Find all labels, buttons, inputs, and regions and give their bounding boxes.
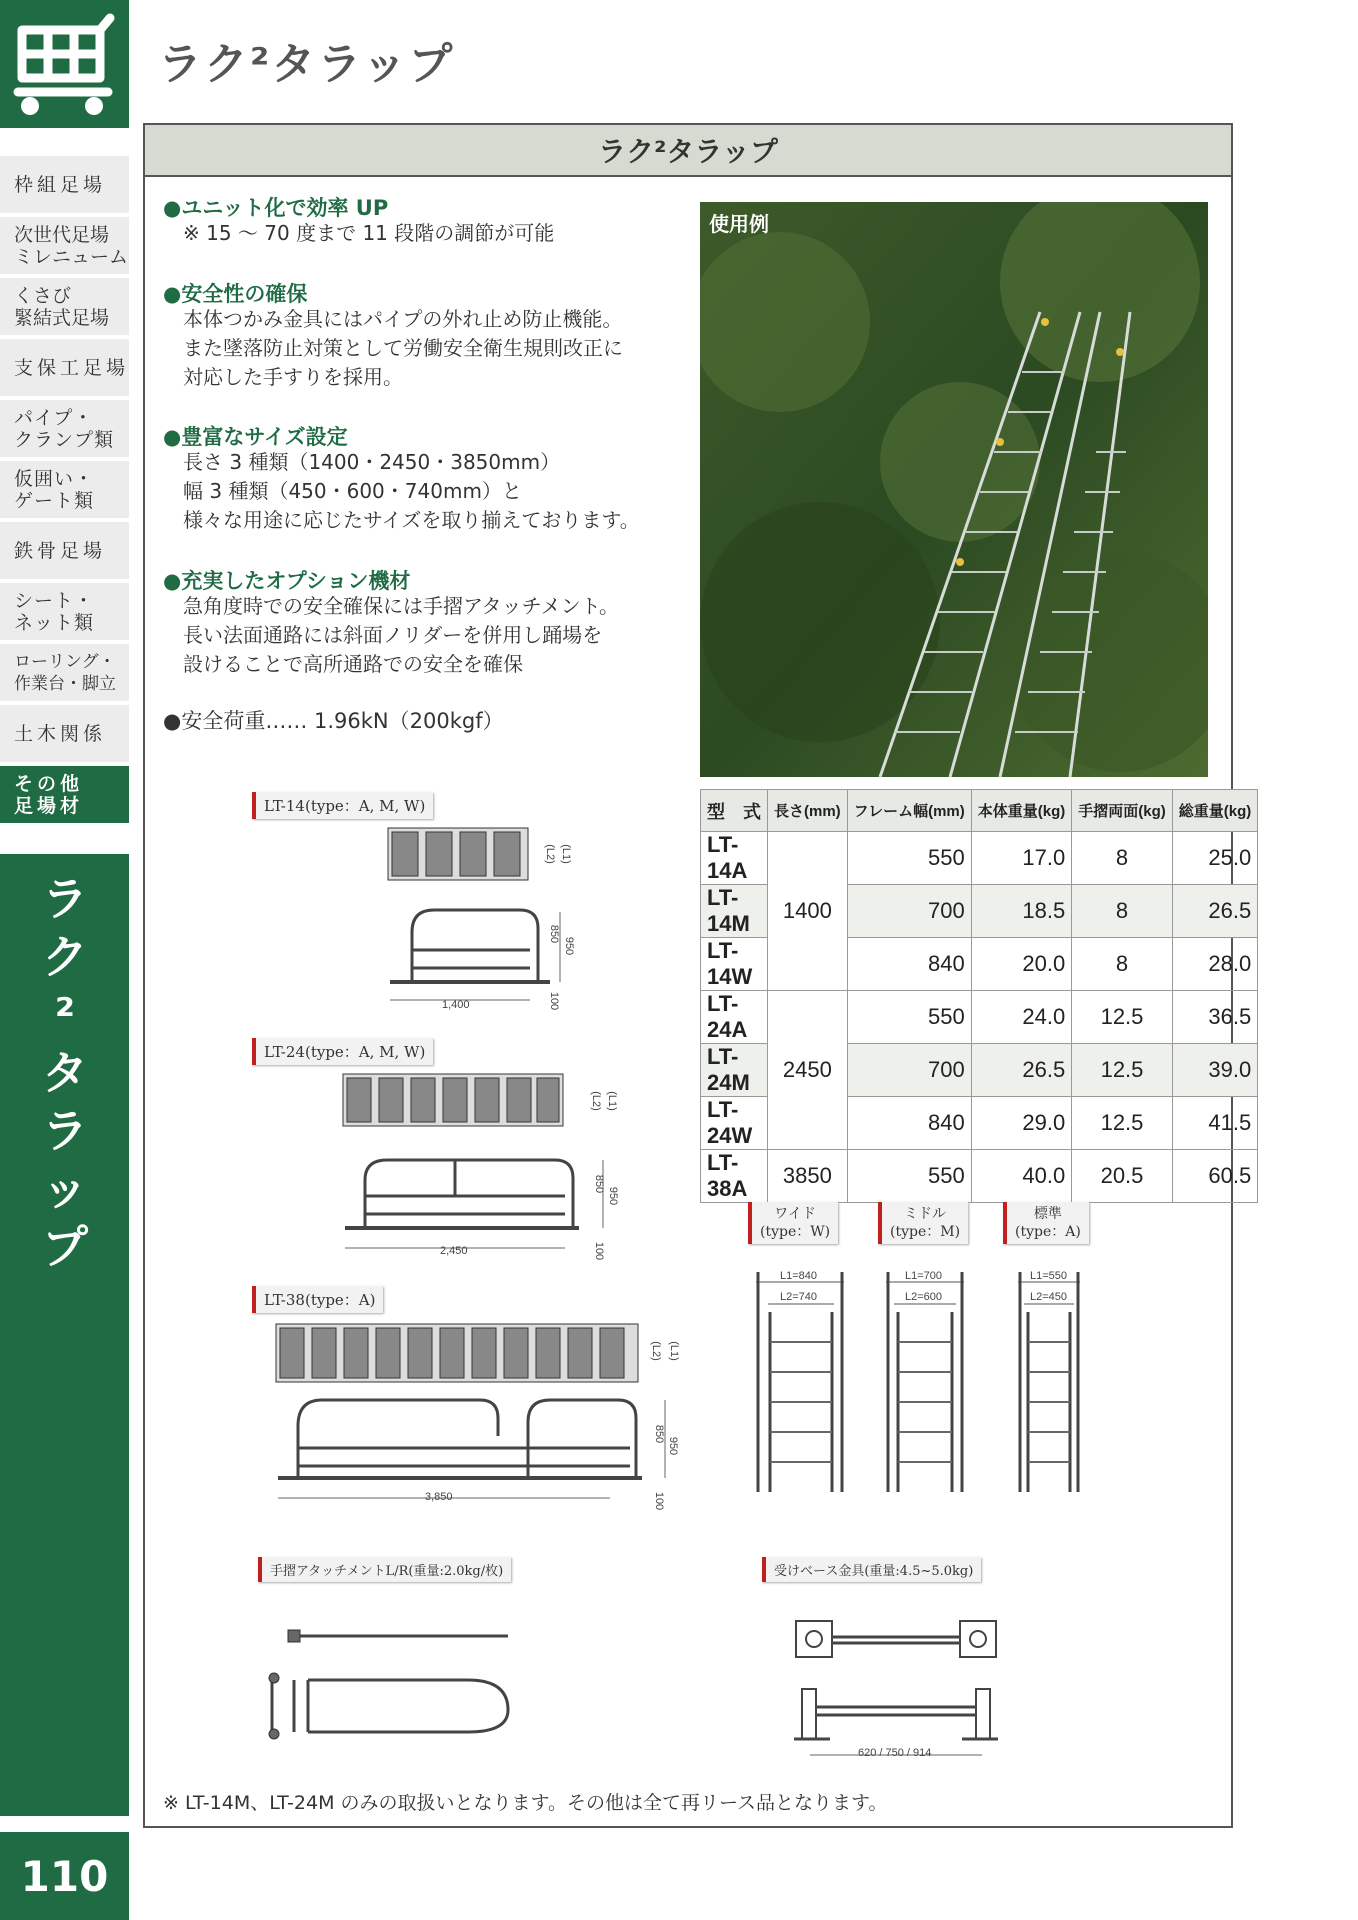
cell-width: 700: [847, 1044, 971, 1097]
nav-item-other[interactable]: その他 足場材: [0, 766, 129, 823]
wide-l2: L2=740: [780, 1291, 818, 1303]
feature-body: ※ 15 〜 70 度まで 11 段階の調節が可能: [183, 221, 555, 245]
footnote: ※ LT-14M、LT-24M のみの取扱いとなります。その他は全て再リース品となります。: [163, 1792, 888, 1814]
cell-body: 29.0: [971, 1097, 1072, 1150]
type-tag-middle: ミドル (type：M): [878, 1202, 968, 1244]
lt14-length: 1,400: [442, 999, 470, 1011]
lt24-h1: 850: [593, 1174, 606, 1194]
page-number: 110: [0, 1832, 129, 1920]
cell-rail: 12.5: [1072, 1044, 1173, 1097]
cell-rail: 8: [1072, 885, 1173, 938]
lt24-l1: (L1): [605, 1091, 618, 1111]
nav-item-wedge-scaffold[interactable]: くさび 緊結式足場: [0, 278, 129, 335]
nav-item-shoring[interactable]: 支保工足場: [0, 339, 129, 396]
usage-photo: [700, 202, 1208, 777]
col-body-weight: 本体重量(kg): [971, 790, 1072, 832]
cell-body: 17.0: [971, 832, 1072, 885]
cell-model: LT-38A: [701, 1150, 768, 1203]
cell-width: 550: [847, 991, 971, 1044]
lt24-h3: 100: [593, 1241, 606, 1261]
cell-body: 24.0: [971, 991, 1072, 1044]
cell-body: 18.5: [971, 885, 1072, 938]
lt38-h1: 850: [653, 1424, 666, 1444]
cell-rail: 20.5: [1072, 1150, 1173, 1203]
cell-model: LT-24W: [701, 1097, 768, 1150]
cell-model: LT-24A: [701, 991, 768, 1044]
cell-total: 25.0: [1172, 832, 1258, 885]
type-tag-wide: ワイド (type：W): [748, 1202, 838, 1244]
cart-logo: [0, 0, 129, 128]
cell-body: 20.0: [971, 938, 1072, 991]
cell-width: 550: [847, 1150, 971, 1203]
cell-model: LT-14W: [701, 938, 768, 991]
cell-model: LT-24M: [701, 1044, 768, 1097]
cell-width: 700: [847, 885, 971, 938]
lt24-h2: 950: [607, 1186, 620, 1206]
feature-heading: ●充実したオプション機材: [163, 569, 411, 593]
nav-item-pipe-clamp[interactable]: パイプ・ クランプ類: [0, 400, 129, 457]
table-row: [701, 1150, 1258, 1203]
cell-rail: 12.5: [1072, 1097, 1173, 1150]
cell-width: 840: [847, 1097, 971, 1150]
col-length: 長さ(mm): [768, 790, 848, 832]
lt38-length: 3,850: [425, 1491, 453, 1503]
feature-body: 長さ 3 種類（1400・2450・3850mm） 幅 3 種類（450・600・740mm）と 様々な用途に応じたサイズを取り揃えております。: [183, 450, 640, 532]
base-dim: 620 / 750 / 914: [858, 1747, 932, 1759]
nav-item-sheet-net[interactable]: シート・ ネット類: [0, 583, 129, 640]
lt38-h3: 100: [653, 1491, 666, 1511]
nav-item-millennium[interactable]: 次世代足場 ミレニューム: [0, 217, 129, 274]
cell-body: 40.0: [971, 1150, 1072, 1203]
lt14-h2: 950: [563, 936, 576, 956]
lt14-h3: 100: [548, 991, 561, 1011]
cell-rail: 12.5: [1072, 991, 1173, 1044]
middle-l1: L1=700: [905, 1270, 943, 1282]
base-fitting-drawing: [790, 1615, 1010, 1765]
col-model: 型 式: [701, 790, 768, 832]
col-frame-width: フレーム幅(mm): [847, 790, 971, 832]
col-rail-weight: 手摺両面(kg): [1072, 790, 1173, 832]
middle-l2: L2=600: [905, 1291, 943, 1303]
cell-rail: 8: [1072, 938, 1173, 991]
cell-length: 3850: [768, 1150, 848, 1203]
lt14-l2: (L2): [543, 844, 556, 864]
ladder-width-drawings: [748, 1262, 1088, 1502]
page-title: ラク²タラップ: [158, 39, 455, 90]
cell-total: 28.0: [1172, 938, 1258, 991]
current-section-label: ラク²タラップ: [42, 872, 88, 1274]
drawing-tag-base: 受けベース金具(重量:4.5~5.0kg): [762, 1557, 981, 1582]
feature-heading: ●豊富なサイズ設定: [163, 425, 348, 449]
drawing-tag-attachment: 手摺アタッチメントL/R(重量:2.0kg/枚): [258, 1557, 511, 1582]
type-tag-standard: 標準 (type：A): [1003, 1202, 1089, 1244]
spec-table: [700, 789, 1258, 1203]
nav-item-steel-scaffold[interactable]: 鉄骨足場: [0, 522, 129, 579]
lt24-l2: (L2): [589, 1091, 602, 1111]
col-total-weight: 総重量(kg): [1172, 790, 1258, 832]
nav-item-hoarding-gate[interactable]: 仮囲い・ ゲート類: [0, 461, 129, 518]
drawing-tag-lt38: LT-38(type：A): [252, 1286, 383, 1313]
table-header-row: [701, 790, 1258, 832]
box-title: ラク²タラップ: [145, 125, 1231, 177]
lt14-h1: 850: [548, 924, 561, 944]
cell-total: 26.5: [1172, 885, 1258, 938]
lt38-l2: (L2): [649, 1341, 662, 1361]
nav-item-frame-scaffold[interactable]: 枠組足場: [0, 156, 129, 213]
cell-width: 550: [847, 832, 971, 885]
lt24-length: 2,450: [440, 1245, 468, 1257]
feature-heading: ●安全性の確保: [163, 282, 308, 306]
feature-body: 本体つかみ金具にはパイプの外れ止め防止機能。 また墜落防止対策として労働安全衛生規則改正に 対応した手すりを採用。: [183, 307, 623, 389]
feature-heading: ●ユニット化で効率 UP: [163, 196, 389, 220]
cell-body: 26.5: [971, 1044, 1072, 1097]
safe-load: ●安全荷重…… 1.96kN（200kgf）: [163, 709, 504, 733]
standard-l1: L1=550: [1030, 1270, 1068, 1282]
feature-body: 急角度時での安全確保には手摺アタッチメント。 長い法面通路には斜面ノリダーを併用し踊場を 設けることで高所通路での安全を確保: [183, 594, 619, 676]
wide-l1: L1=840: [780, 1270, 818, 1282]
cell-length: 1400: [768, 832, 848, 991]
cell-model: LT-14A: [701, 832, 768, 885]
photo-label: 使用例: [709, 212, 769, 236]
nav-item-rolling[interactable]: ローリング・ 作業台・脚立: [0, 644, 129, 701]
cell-total: 36.5: [1172, 991, 1258, 1044]
cell-model: LT-14M: [701, 885, 768, 938]
drawing-tag-lt24: LT-24(type：A, M, W): [252, 1038, 433, 1065]
lt14-l1: (L1): [559, 844, 572, 864]
nav-item-civil[interactable]: 土木関係: [0, 705, 129, 762]
cart-icon: [0, 0, 129, 128]
table-row: [701, 832, 1258, 885]
drawing-tag-lt14: LT-14(type：A, M, W): [252, 792, 433, 819]
lt38-drawing: [270, 1318, 690, 1518]
cell-total: 60.5: [1172, 1150, 1258, 1203]
cell-width: 840: [847, 938, 971, 991]
attachment-drawing: [258, 1620, 518, 1740]
lt38-l1: (L1): [667, 1341, 680, 1361]
cell-length: 2450: [768, 991, 848, 1150]
cell-rail: 8: [1072, 832, 1173, 885]
cell-total: 39.0: [1172, 1044, 1258, 1097]
standard-l2: L2=450: [1030, 1291, 1068, 1303]
cell-total: 41.5: [1172, 1097, 1258, 1150]
lt38-h2: 950: [667, 1436, 680, 1456]
table-row: [701, 991, 1258, 1044]
